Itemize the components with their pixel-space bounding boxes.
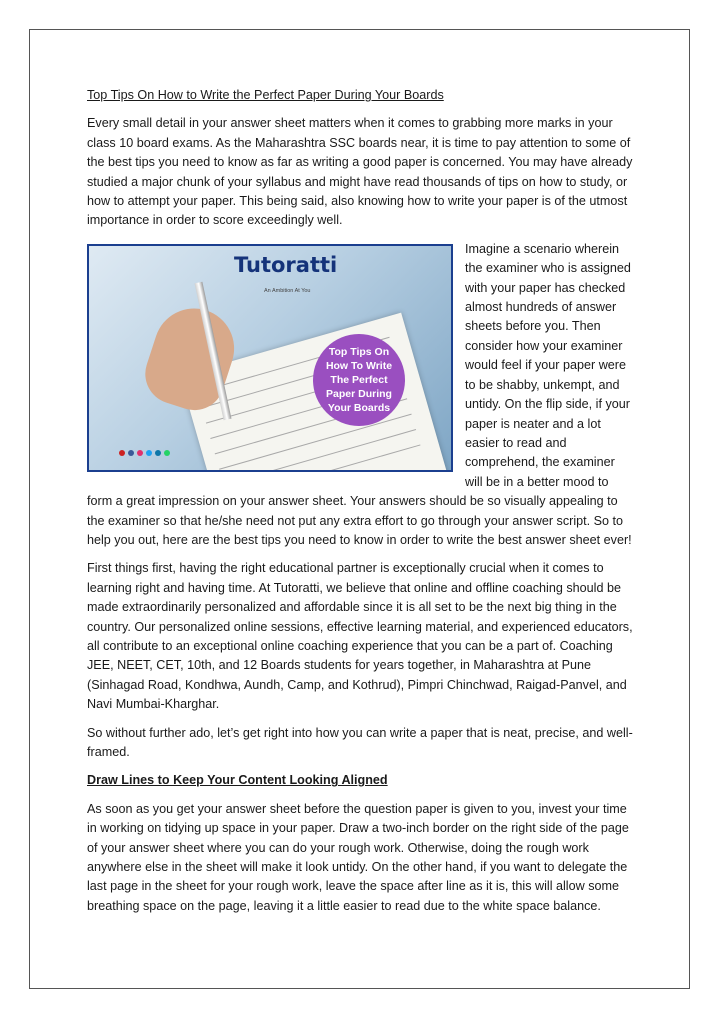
instagram-icon (137, 450, 143, 456)
paragraph-scenario: Imagine a scenario wherein the examiner who is assigned with your paper has checked almost hundreds of answer sheets before you. Then consider how your examiner would feel if your paper were to be shabby, unkempt, and untidy. On the flip side, if your paper is neater and a lot easier to read and comprehend, the examiner will be in a better mood to form a great impression on your answer sheet. Your answers should be so visually appealing to the examiner so that he/she need not put any extra effort to go through your answer script. So to help you out, here are the best tips you need to know in order to write the best answer sheet ever! (87, 241, 632, 547)
document-body (87, 86, 633, 925)
social-icons (119, 450, 170, 456)
tutoratti-logo: Tutoratti (234, 252, 338, 277)
youtube-icon (119, 450, 125, 456)
twitter-icon (146, 450, 152, 456)
paragraph-intro: Every small detail in your answer sheet matters when it comes to grabbing more marks in your class 10 board exams. As the Maharashtra SSC boards near, it is time to pay attention to some of the best tips you need to know as far as writing a good paper is concerned. You may have already studied a major chunk of your syllabus and might have read thousands of tips on how to study, or how to attempt your paper. This being said, also knowing how to write your paper is of the utmost importance in order to score exceedingly well. (87, 116, 633, 228)
banner-title-badge: Top Tips On How To Write The Perfect Paper During Your Boards (313, 334, 405, 426)
article-banner-image (87, 244, 453, 472)
paragraph-draw-lines: As soon as you get your answer sheet before the question paper is given to you, invest your time in working on tidying up space in your paper. Draw a two-inch border on the right side of the page of your answer sheet where you can do your rough work. Otherwise, doing the rough work anywhere else in the sheet will make it look untidy. On the other hand, if you want to delegate the last page in the sheet for your rough work, leave the space after line as it is, this will allow some breathing space on the page, leaving it a little easier to read due to the white space balance. (87, 801, 629, 913)
paragraph-transition: So without further ado, let’s get right into how you can write a paper that is neat, precise, and well-framed. (87, 725, 633, 759)
facebook-icon (128, 450, 134, 456)
document-title: Top Tips On How to Write the Perfect Paper During Your Boards (87, 88, 444, 102)
whatsapp-icon (164, 450, 170, 456)
logo-tagline: An Ambition At You (264, 287, 311, 294)
paragraph-tutoratti: First things first, having the right educational partner is exceptionally crucial when it comes to learning right and having time. At Tutoratti, we believe that online and offline coaching should be made extraordinarily personalized and affordable since it is all set to be the next big thing in the country. Our personalized online sessions, effective learning material, and experienced educators, all contribute to an exceptional online coaching experience that you can be a part of. Coaching JEE, NEET, CET, 10th, and 12 Boards students for years together, in Maharashtra at Pune (Sinhagad Road, Kondhwa, Aundh, Camp, and Kothrud), Pimpri Chinchwad, Raigad-Panvel, and Navi Mumbai-Kharghar. (87, 561, 633, 712)
linkedin-icon (155, 450, 161, 456)
section-heading: Draw Lines to Keep Your Content Looking Aligned (87, 773, 388, 788)
